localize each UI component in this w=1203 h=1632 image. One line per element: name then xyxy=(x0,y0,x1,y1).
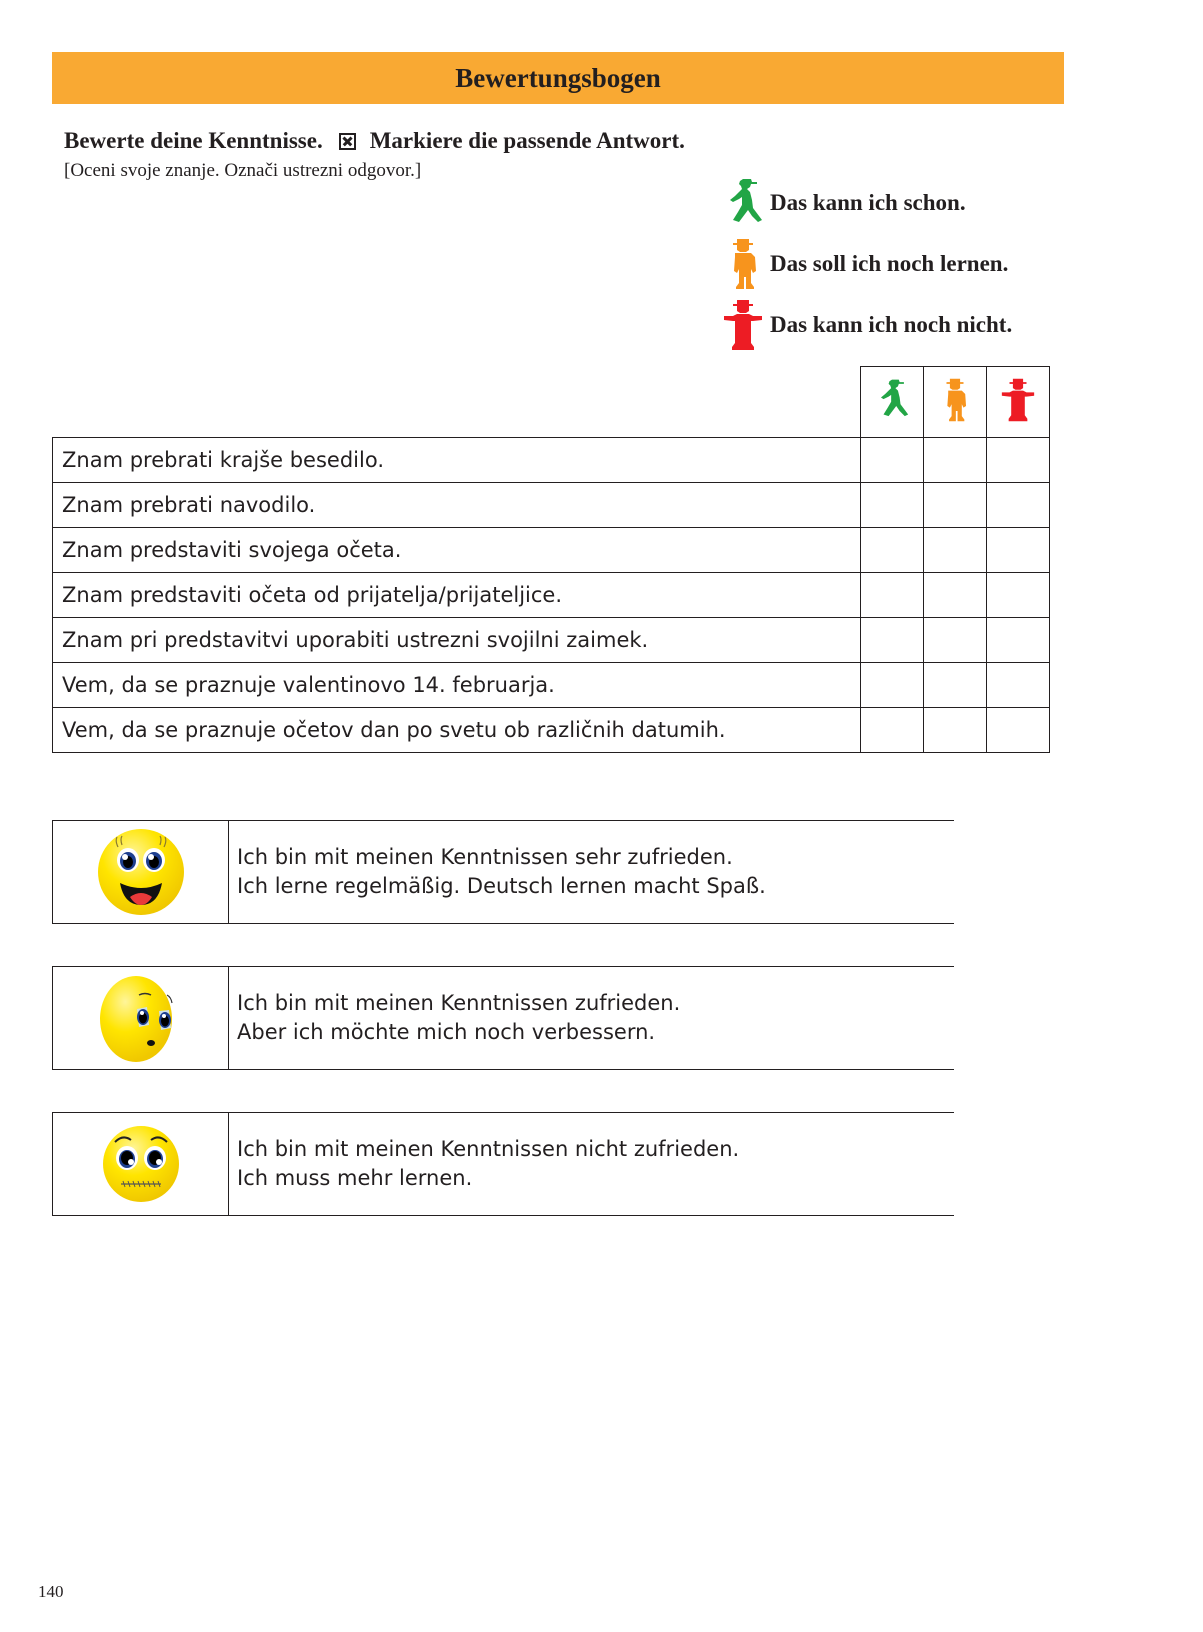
self-assessment-not-satisfied[interactable] xyxy=(52,1112,954,1216)
skill-text: Znam prebrati navodilo. xyxy=(53,483,861,528)
assessment-line2: Aber ich möchte mich noch verbessern. xyxy=(237,1020,656,1044)
legend-label: Das kann ich noch nicht. xyxy=(770,311,1013,337)
face-cell xyxy=(53,821,229,923)
assessment-line2: Ich muss mehr lernen. xyxy=(237,1166,473,1190)
checkbox-cannot[interactable] xyxy=(987,708,1050,753)
checkbox-cannot[interactable] xyxy=(987,573,1050,618)
checkbox-should-learn[interactable] xyxy=(924,483,987,528)
assessment-line1: Ich bin mit meinen Kenntnissen zufrieden. xyxy=(237,991,681,1015)
legend-item-should-learn xyxy=(720,233,1012,294)
table-row xyxy=(53,618,1050,663)
checkbox-should-learn[interactable] xyxy=(924,618,987,663)
checkbox-should-learn[interactable] xyxy=(924,438,987,483)
table-row xyxy=(53,573,1050,618)
checkbox-cannot[interactable] xyxy=(987,483,1050,528)
skill-text: Znam prebrati krajše besedilo. xyxy=(53,438,861,483)
column-header-should-learn xyxy=(924,367,987,438)
table-row xyxy=(53,528,1050,573)
worried-smiley-icon xyxy=(101,1124,181,1204)
checked-box-icon xyxy=(339,133,356,150)
instruction-part1: Bewerte deine Kenntnisse. xyxy=(64,128,323,153)
checkbox-can[interactable] xyxy=(861,528,924,573)
column-header-can xyxy=(861,367,924,438)
legend-item-can xyxy=(720,172,1012,233)
table-row xyxy=(53,708,1050,753)
checkbox-should-learn[interactable] xyxy=(924,528,987,573)
assessment-line1: Ich bin mit meinen Kenntnissen nicht zufrieden. xyxy=(237,1137,740,1161)
green-walking-man-icon xyxy=(875,411,909,430)
face-cell xyxy=(53,1113,229,1215)
skill-text: Znam predstaviti očeta od prijatelja/prijateljice. xyxy=(53,573,861,618)
table-header-row xyxy=(53,367,1050,438)
legend-label: Das soll ich noch lernen. xyxy=(770,250,1009,276)
table-row xyxy=(53,438,1050,483)
legend xyxy=(720,172,1012,355)
checkbox-cannot[interactable] xyxy=(987,618,1050,663)
page-number: 140 xyxy=(38,1582,64,1601)
orange-standing-man-icon xyxy=(938,411,972,430)
skill-text: Znam predstaviti svojega očeta. xyxy=(53,528,861,573)
checkbox-can[interactable] xyxy=(861,438,924,483)
assessment-text xyxy=(229,1113,739,1215)
checkbox-cannot[interactable] xyxy=(987,438,1050,483)
face-cell xyxy=(53,967,229,1069)
self-assessment-very-happy[interactable] xyxy=(52,820,954,924)
assessment-text xyxy=(229,967,680,1069)
instruction-translation: [Oceni svoje znanje. Označi ustrezni odgovor.] xyxy=(64,160,422,181)
skill-text: Vem, da se praznuje očetov dan po svetu ob različnih datumih. xyxy=(53,708,861,753)
legend-label: Das kann ich schon. xyxy=(770,189,966,215)
orange-standing-man-icon xyxy=(720,236,766,292)
red-stop-man-icon xyxy=(720,297,766,353)
table-row xyxy=(53,663,1050,708)
assessment-line1: Ich bin mit meinen Kenntnissen sehr zufrieden. xyxy=(237,845,733,869)
table-row xyxy=(53,483,1050,528)
very-happy-smiley-icon xyxy=(96,827,186,917)
checkbox-can[interactable] xyxy=(861,483,924,528)
thoughtful-smiley-icon xyxy=(91,973,191,1063)
instruction xyxy=(64,128,685,154)
checkbox-can[interactable] xyxy=(861,573,924,618)
skill-text: Znam pri predstavitvi uporabiti ustrezni svojilni zaimek. xyxy=(53,618,861,663)
red-stop-man-icon xyxy=(1001,411,1035,430)
checkbox-can[interactable] xyxy=(861,663,924,708)
checkbox-should-learn[interactable] xyxy=(924,573,987,618)
skills-table xyxy=(52,366,1050,753)
assessment-line2: Ich lerne regelmäßig. Deutsch lernen macht Spaß. xyxy=(237,874,766,898)
page-title: Bewertungsbogen xyxy=(455,62,661,93)
assessment-text xyxy=(229,821,766,923)
green-walking-man-icon xyxy=(720,175,766,231)
checkbox-cannot[interactable] xyxy=(987,663,1050,708)
self-assessment-content[interactable] xyxy=(52,966,954,1070)
skill-text: Vem, da se praznuje valentinovo 14. februarja. xyxy=(53,663,861,708)
instruction-part2: Markiere die passende Antwort. xyxy=(369,128,685,153)
checkbox-cannot[interactable] xyxy=(987,528,1050,573)
legend-item-cannot xyxy=(720,294,1012,355)
column-header-cannot xyxy=(987,367,1050,438)
checkbox-can[interactable] xyxy=(861,618,924,663)
checkbox-can[interactable] xyxy=(861,708,924,753)
title-bar xyxy=(52,52,1064,104)
checkbox-should-learn[interactable] xyxy=(924,708,987,753)
checkbox-should-learn[interactable] xyxy=(924,663,987,708)
